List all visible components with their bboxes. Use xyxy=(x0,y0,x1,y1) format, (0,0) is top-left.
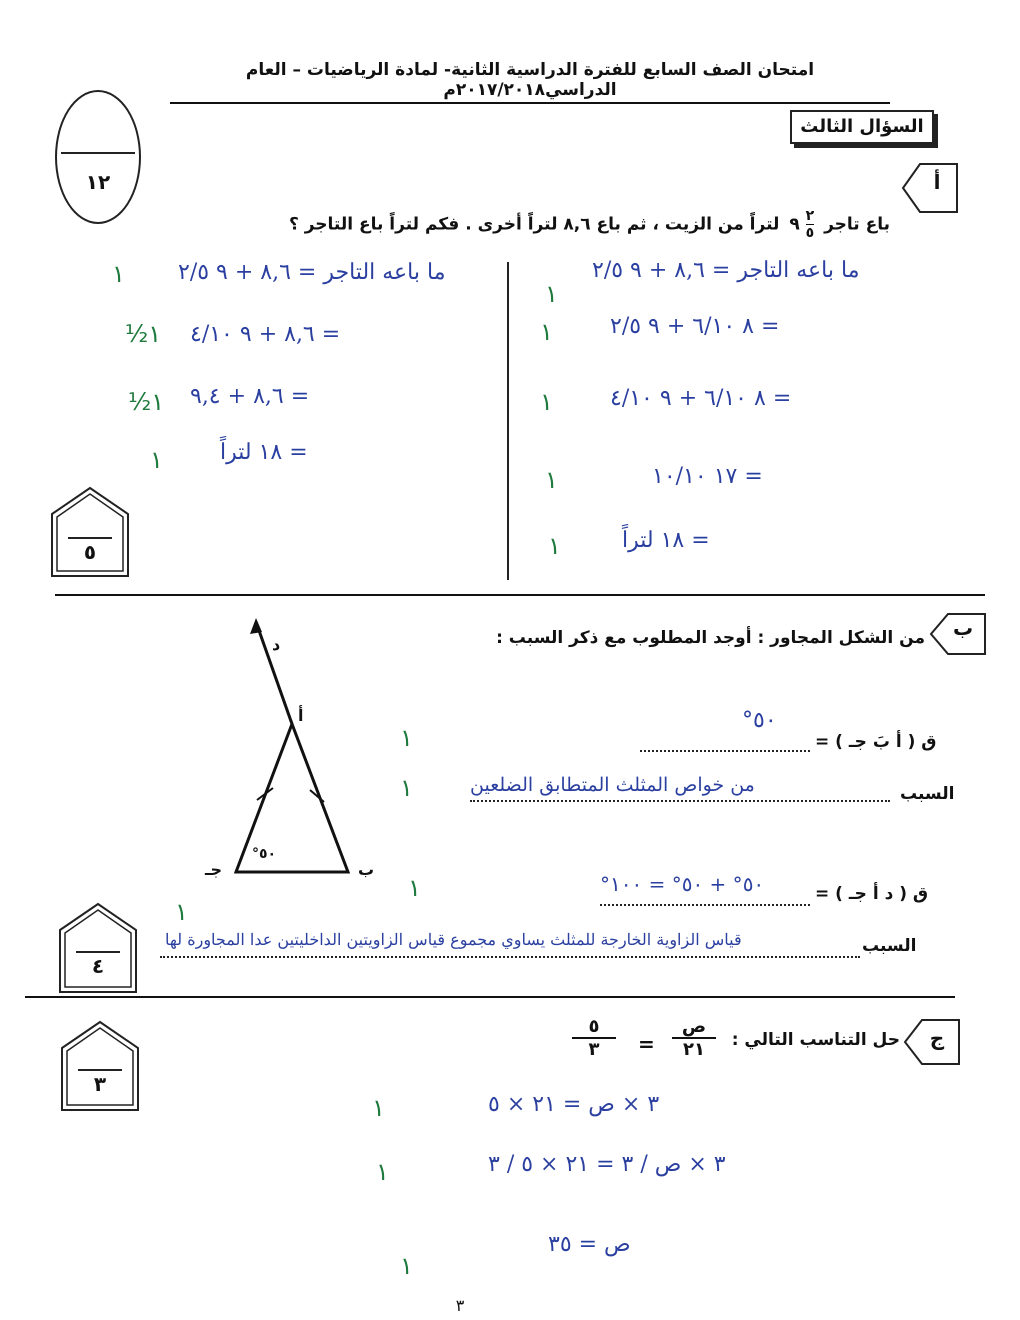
part-a-mark-box xyxy=(50,486,130,578)
solution-left-line-2: = ٨,٦ + ٩ ٤/١٠ xyxy=(190,322,341,347)
section-rule-2 xyxy=(25,996,955,998)
part-a-problem xyxy=(200,208,890,241)
part-b-box-mark: ٤ xyxy=(91,954,105,978)
eq-left-fraction xyxy=(672,1016,716,1060)
question-title: السؤال الثالث xyxy=(790,110,934,144)
eq-right-den: ٣ xyxy=(588,1039,600,1060)
part-c-step-3: ص = ٣٥ xyxy=(548,1232,631,1257)
mark-right-5: ١ xyxy=(548,532,561,560)
mark-right-4: ١ xyxy=(545,466,558,494)
triangle-figure xyxy=(200,612,390,882)
problem-after: لتراً من الزيت ، ثم باع ٨,٦ لتراً أخرى . فكم لتراً باع التاجر ؟ xyxy=(288,214,780,235)
solution-right-line-5: = ١٨ لتراً xyxy=(622,528,710,553)
label-b: ب xyxy=(358,860,375,879)
label-a: أ xyxy=(298,706,304,725)
solution-right-line-2: = ٨ ٦/١٠ + ٩ ٢/٥ xyxy=(610,314,780,339)
part-a-box-mark: ٥ xyxy=(83,540,97,564)
part-b-mark-3: ١ xyxy=(408,874,421,902)
q2-reason-label: السبب xyxy=(862,936,917,956)
mark-right-2: ١ xyxy=(540,318,553,346)
q1-answer: ٥٠° xyxy=(742,708,777,733)
q1-reason: من خواص المثلث المتطابق الضلعين xyxy=(470,774,755,796)
part-c-step-1: ٣ × ص = ٢١ × ٥ xyxy=(488,1092,660,1117)
mark-right-3: ١ xyxy=(540,388,553,416)
part-c-mark-box xyxy=(60,1020,140,1112)
eq-equals: = xyxy=(638,1032,655,1056)
mark-left-3: ١½ xyxy=(128,388,165,416)
q1-reason-line xyxy=(470,800,890,802)
eq-left-den: ٢١ xyxy=(683,1039,705,1060)
solution-right-line-4: = ١٧ ١٠/١٠ xyxy=(652,464,763,489)
part-a-tag: أ xyxy=(933,170,941,194)
part-c-box-mark: ٣ xyxy=(93,1072,107,1096)
part-b-tag: ب xyxy=(952,616,974,640)
total-score-oval xyxy=(55,90,141,224)
solution-left-line-1: ما باعه التاجر = ٨,٦ + ٩ ٢/٥ xyxy=(178,260,446,285)
part-b-mark-2: ١ xyxy=(400,774,413,802)
fraction-whole: ٩ xyxy=(789,214,800,235)
angle-label: ٥٠° xyxy=(252,846,277,862)
mark-left-4: ١ xyxy=(150,446,163,474)
q2-answer-line xyxy=(600,904,810,906)
total-score: ١٢ xyxy=(85,170,111,194)
part-b-mark-4: ١ xyxy=(175,898,188,926)
solution-left-line-3: = ٨,٦ + ٩,٤ xyxy=(190,384,310,409)
fraction-num: ٢ xyxy=(805,208,815,224)
mark-left-2: ١½ xyxy=(125,320,162,348)
solution-left-line-4: = ١٨ لتراً xyxy=(220,440,308,465)
score-divider xyxy=(61,152,135,154)
q2-answer: ٥٠° + ٥٠° = ١٠٠° xyxy=(600,872,765,896)
part-c-tag: ج xyxy=(929,1026,945,1050)
section-rule-1 xyxy=(55,594,985,596)
problem-before: باع تاجر xyxy=(824,214,890,235)
part-c-mark-2: ١ xyxy=(376,1158,389,1186)
part-b-mark-box xyxy=(58,902,138,994)
q2-reason: قياس الزاوية الخارجة للمثلث يساوي مجموع قياس الزاويتين الداخليتين عدا المجاورة لها xyxy=(165,930,742,949)
eq-left-num: ص xyxy=(672,1016,716,1039)
solution-right-line-1: ما باعه التاجر = ٨,٦ + ٩ ٢/٥ xyxy=(592,258,860,283)
eq-right-fraction xyxy=(572,1016,616,1060)
fraction-den: ٥ xyxy=(805,225,815,241)
part-b-prompt: من الشكل المجاور : أوجد المطلوب مع ذكر السبب : xyxy=(496,628,925,648)
part-c-step-2: ٣ × ص / ٣ = ٢١ × ٥ / ٣ xyxy=(488,1152,726,1177)
page-number: ٣ xyxy=(455,1296,465,1315)
arrow-head xyxy=(250,618,262,634)
eq-right-num: ٥ xyxy=(572,1016,616,1039)
mark-left-1: ١ xyxy=(112,260,125,288)
problem-fraction xyxy=(789,208,814,241)
q2-label: ق ( د أ جـ ) = xyxy=(815,884,929,904)
q1-label: ق ( أ بَ جـ ) = xyxy=(815,732,937,752)
q2-reason-line xyxy=(160,956,860,958)
mark-right-1: ١ xyxy=(545,280,558,308)
exam-header: امتحان الصف السابع للفترة الدراسية الثانية- لمادة الرياضيات – العام الدراسي٢٠١٧/٢٠١٨م xyxy=(170,60,890,104)
part-c-mark-3: ١ xyxy=(400,1252,413,1280)
q1-reason-label: السبب xyxy=(900,784,955,804)
solution-right-line-3: = ٨ ٦/١٠ + ٩ ٤/١٠ xyxy=(610,386,792,411)
part-b-mark-1: ١ xyxy=(400,724,413,752)
solution-divider xyxy=(507,262,509,580)
part-c-prompt: حل التناسب التالي : xyxy=(731,1030,900,1050)
label-j: جـ xyxy=(205,860,222,879)
label-d: د xyxy=(272,635,281,654)
part-c-mark-1: ١ xyxy=(372,1094,385,1122)
q1-answer-line xyxy=(640,732,810,752)
